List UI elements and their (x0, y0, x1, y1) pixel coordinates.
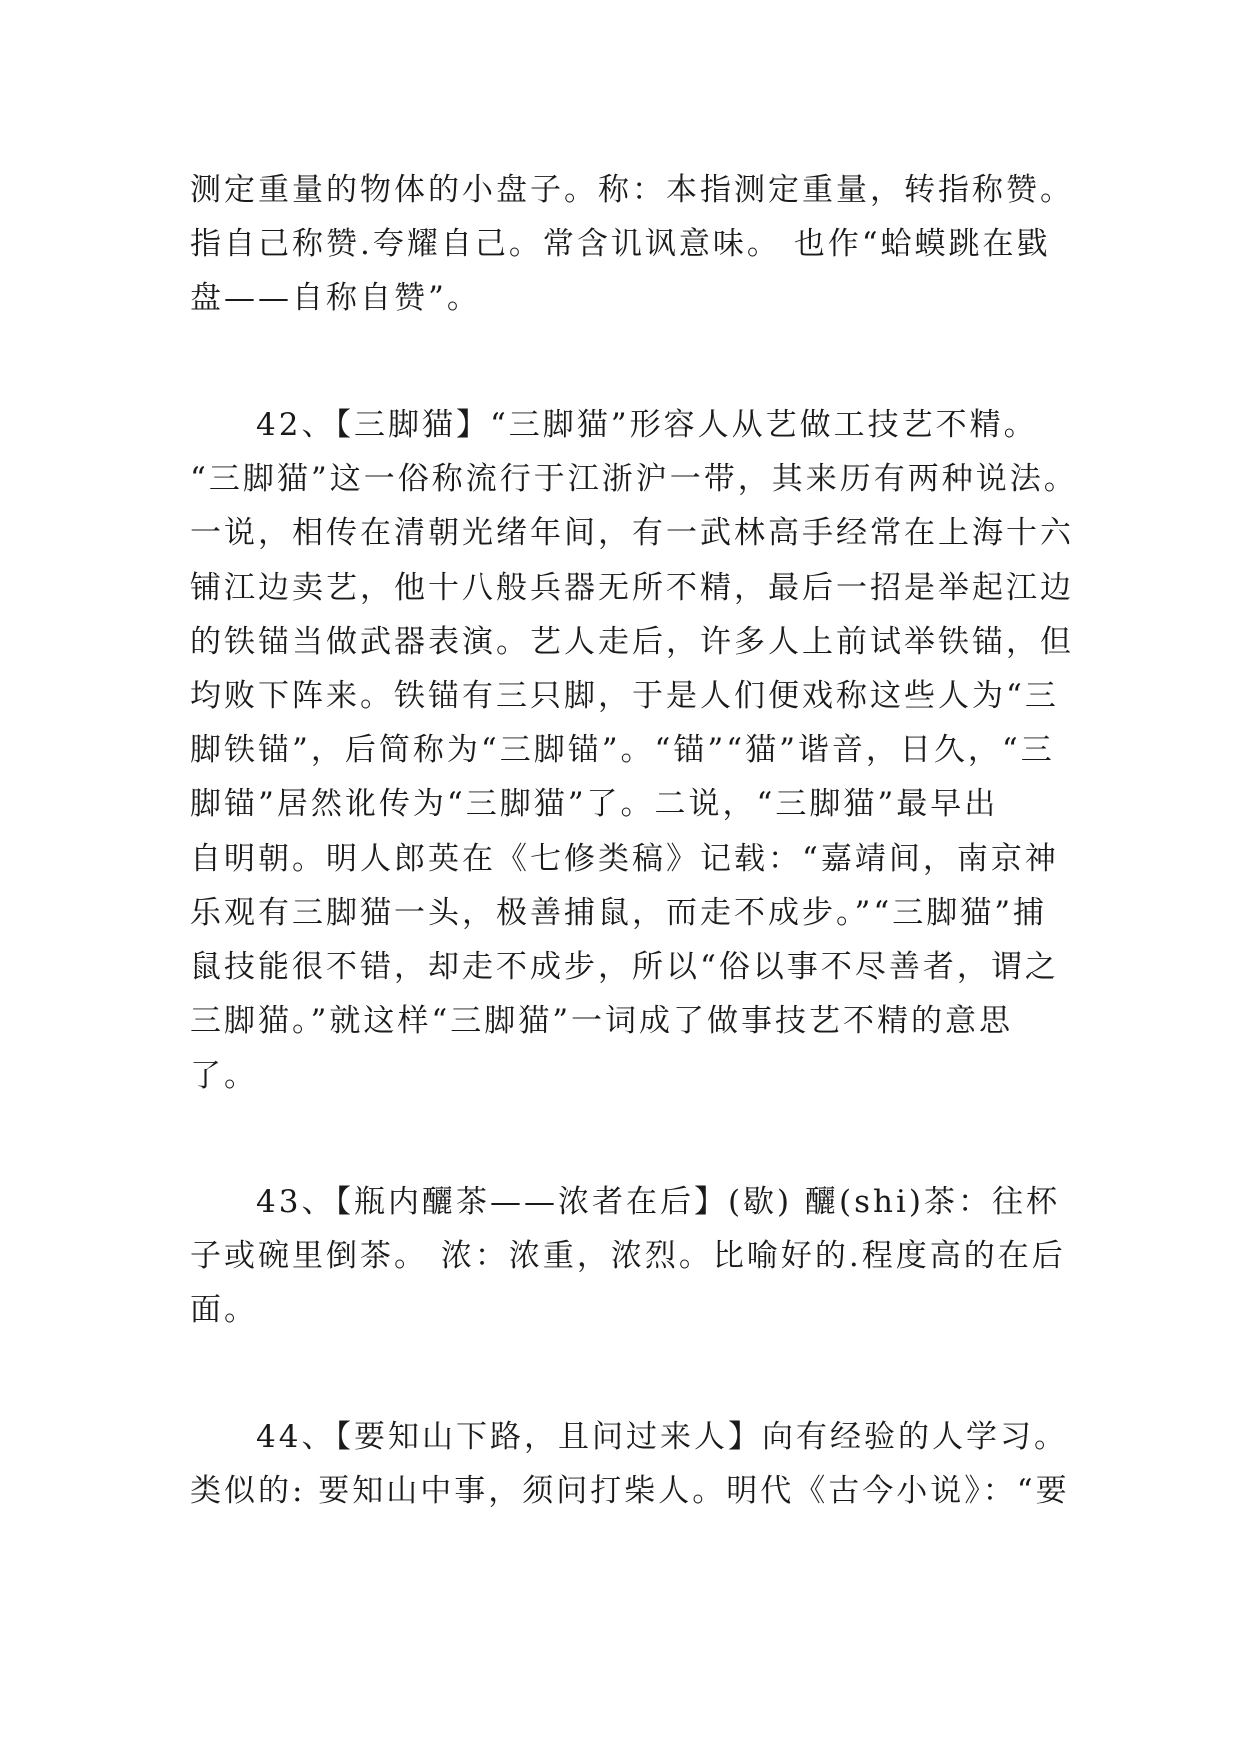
text-line: 类似的: 要知山中事，须问打柴人。明代《古今小说》：“要 (190, 1473, 1070, 1509)
text-line: 鼠技能很不错，却走不成步，所以“俗以事不尽善者，谓之 (190, 949, 1059, 985)
text-line: 42、【三脚猫】“三脚猫”形容人从艺做工技艺不精。 (256, 407, 1038, 443)
text-line: 盘——自称自赞”。 (190, 280, 481, 316)
text-line: “三脚猫”这一俗称流行于江浙沪一带，其来历有两种说法。 (190, 461, 1078, 497)
text-line: 43、【瓶内釃茶——浓者在后】(歇) 釃(shi)茶：往杯 (256, 1184, 1060, 1220)
text-line: 脚铁锚”，后简称为“三脚锚”。“锚”“猫”谐音，日久，“三 (190, 732, 1055, 768)
text-line: 均败下阵来。铁锚有三只脚，于是人们便戏称这些人为“三 (190, 678, 1059, 714)
text-line: 自明朝。明人郎英在《七修类稿》记载：“嘉靖间，南京神 (190, 841, 1059, 877)
text-line: 一说，相传在清朝光绪年间，有一武林高手经常在上海十六 (190, 515, 1074, 551)
text-line: 子或碗里倒茶。 浓：浓重，浓烈。比喻好的.程度高的在后 (190, 1238, 1066, 1274)
text-line: 铺江边卖艺，他十八般兵器无所不精，最后一招是举起江边 (190, 570, 1074, 606)
text-line: 了。 (190, 1058, 258, 1094)
text-line: 指自己称赞.夸耀自己。常含讥讽意味。 也作“蛤蟆跳在戥 (190, 226, 1051, 262)
text-line: 44、【要知山下路，且问过来人】向有经验的人学习。 (256, 1419, 1068, 1455)
text-line: 乐观有三脚猫一头，极善捕鼠，而走不成步。”“三脚猫”捕 (190, 895, 1048, 931)
text-line: 测定重量的物体的小盘子。称：本指测定重量，转指称赞。 (190, 172, 1074, 208)
text-line: 脚锚”居然讹传为“三脚猫”了。二说，“三脚猫”最早出 (190, 786, 999, 822)
text-line: 面。 (190, 1292, 258, 1328)
text-line: 三脚猫。”就这样“三脚猫”一词成了做事技艺不精的意思 (190, 1003, 1014, 1039)
text-line: 的铁锚当做武器表演。艺人走后，许多人上前试举铁锚，但 (190, 624, 1074, 660)
